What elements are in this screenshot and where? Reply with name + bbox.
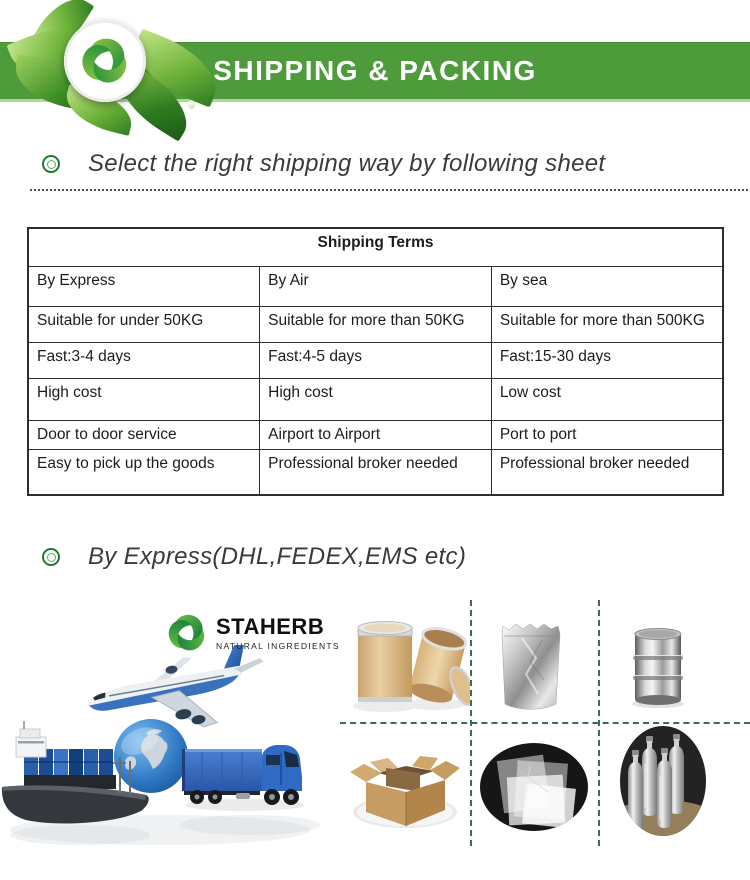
table-cell: Door to door service bbox=[28, 420, 260, 449]
table-cell: Low cost bbox=[491, 378, 723, 420]
table-cell: Suitable for more than 500KG bbox=[491, 306, 723, 342]
dotted-divider bbox=[30, 189, 748, 191]
recycle-leaves-icon bbox=[79, 35, 131, 87]
table-cell: Easy to pick up the goods bbox=[28, 449, 260, 495]
table-header-row bbox=[28, 266, 723, 306]
table-cell: Professional broker needed bbox=[260, 449, 492, 495]
packing-item-carton-box bbox=[348, 740, 463, 840]
shipping-terms-table bbox=[27, 227, 724, 496]
shipping-terms-table-container bbox=[27, 227, 724, 496]
table-cell: Port to port bbox=[491, 420, 723, 449]
header-cell-air: By Air bbox=[260, 266, 492, 306]
section-heading-select-way bbox=[42, 150, 605, 178]
packing-item-plastic-bags bbox=[478, 740, 590, 840]
packing-item-fiber-drums bbox=[350, 614, 470, 719]
table-row bbox=[28, 378, 723, 420]
fiber-drums-illustration bbox=[350, 614, 470, 714]
recycle-leaves-logo-badge bbox=[64, 20, 146, 102]
packing-item-foil-pouch bbox=[492, 616, 570, 719]
plastic-bags-illustration bbox=[478, 740, 590, 835]
section-heading-by-express bbox=[42, 543, 466, 571]
table-cell: Fast:15-30 days bbox=[491, 342, 723, 378]
table-cell: High cost bbox=[260, 378, 492, 420]
brand-logo bbox=[166, 610, 340, 656]
logistics-montage bbox=[0, 645, 340, 855]
table-caption-row bbox=[28, 228, 723, 266]
table-row bbox=[28, 306, 723, 342]
brand-tagline: NATURAL INGREDIENTS bbox=[216, 640, 340, 651]
triangle-leaves-logo-icon bbox=[166, 610, 208, 656]
section-heading-text: Select the right shipping way by following sheet bbox=[88, 150, 606, 177]
steel-drum-illustration bbox=[628, 624, 688, 709]
table-row bbox=[28, 342, 723, 378]
table-row bbox=[28, 449, 723, 495]
header-cell-sea: By sea bbox=[491, 266, 723, 306]
water-droplet-icon bbox=[188, 100, 195, 109]
packing-item-aluminum-bottles bbox=[618, 724, 708, 844]
double-circle-bullet-icon bbox=[42, 548, 60, 566]
section-heading-text: By Express(DHL,FEDEX,EMS etc) bbox=[88, 543, 467, 570]
carton-box-illustration bbox=[348, 740, 463, 835]
aluminum-bottles-illustration bbox=[618, 724, 708, 839]
foil-pouch-illustration bbox=[492, 616, 570, 714]
table-caption: Shipping Terms bbox=[28, 228, 723, 266]
banner-title: SHIPPING & PACKING bbox=[213, 55, 537, 86]
table-cell: Fast:4-5 days bbox=[260, 342, 492, 378]
table-cell: Professional broker needed bbox=[491, 449, 723, 495]
leaf-decoration bbox=[12, 0, 227, 130]
table-cell: Airport to Airport bbox=[260, 420, 492, 449]
logistics-montage-illustration bbox=[0, 645, 340, 855]
table-row bbox=[28, 420, 723, 449]
table-cell: Suitable for under 50KG bbox=[28, 306, 260, 342]
table-cell: Fast:3-4 days bbox=[28, 342, 260, 378]
double-circle-bullet-icon bbox=[42, 155, 60, 173]
brand-name: STAHERB bbox=[216, 613, 325, 639]
table-cell: Suitable for more than 50KG bbox=[260, 306, 492, 342]
table-cell: High cost bbox=[28, 378, 260, 420]
globe bbox=[114, 719, 188, 793]
packing-item-steel-drum bbox=[628, 624, 688, 714]
header-cell-express: By Express bbox=[28, 266, 260, 306]
container-truck bbox=[182, 745, 305, 811]
